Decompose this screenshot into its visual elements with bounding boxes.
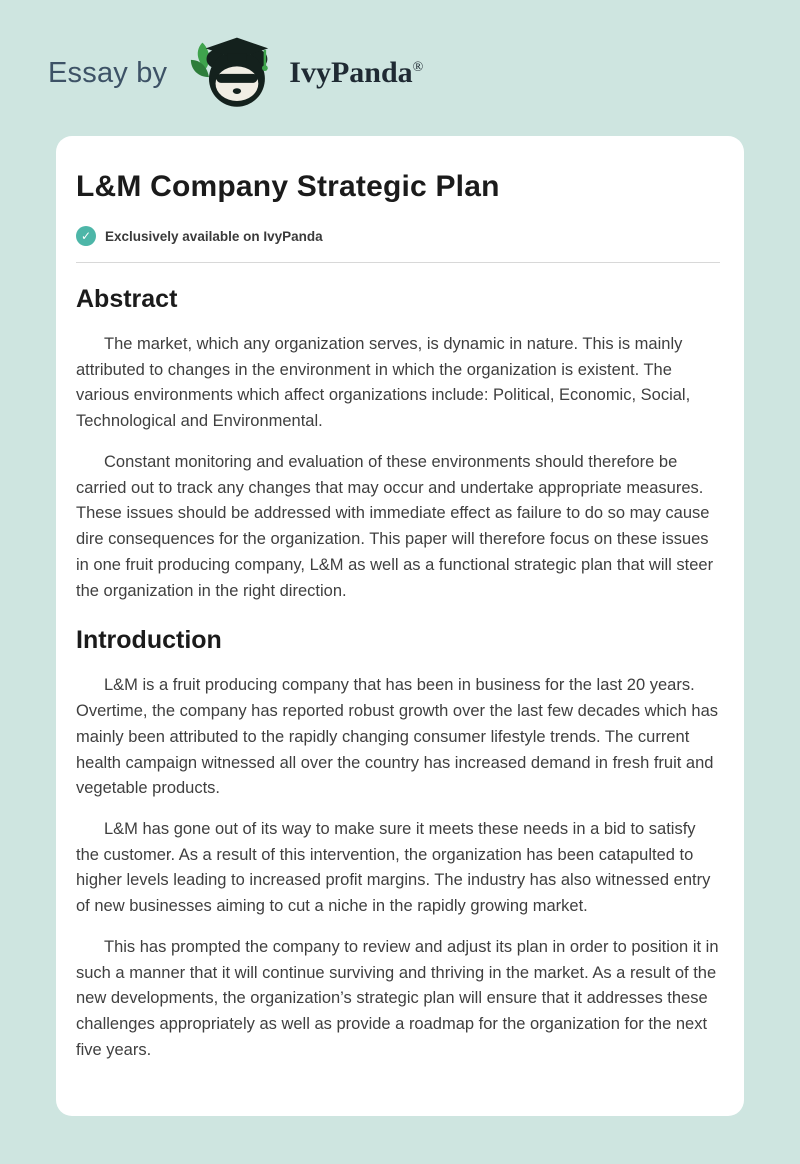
essay-by-label: Essay by bbox=[48, 56, 168, 89]
essay-card bbox=[56, 136, 744, 1116]
site-header bbox=[0, 36, 800, 110]
essay-title: L&M Company Strategic Plan bbox=[76, 170, 500, 203]
section-introduction bbox=[76, 626, 720, 1063]
brand-text: IvyPanda bbox=[289, 56, 413, 89]
paragraph: L&M has gone out of its way to make sure it meets these needs in a bid to satisfy the customer. As a result of this intervention, the organization has been catapulted to higher levels leading to increased profit margins. The industry has also witnessed entry of new businesses aiming to cut a niche in the rapidly growing market. bbox=[76, 820, 711, 916]
exclusive-badge-label: Exclusively available on IvyPanda bbox=[105, 228, 323, 244]
registered-mark: ® bbox=[412, 60, 424, 75]
paragraph: The market, which any organization serves, is dynamic in nature. This is mainly attributed to changes in the environment in which the organization is existent. The various environments which affect organizations include: Political, Economic, Social, Technological and Environmental. bbox=[76, 335, 691, 431]
exclusive-badge bbox=[76, 226, 720, 246]
section-heading-introduction: Introduction bbox=[76, 626, 222, 655]
paragraph: L&M is a fruit producing company that has been in business for the last 20 years. Overtime, the company has reported robust growth over the last few decades which has mainly been attributed to the rapidly changing consumer lifestyle trends. The current health campaign witnessed all over the country has increased demand in fresh fruit and vegetable products. bbox=[76, 676, 718, 798]
check-icon: ✓ bbox=[76, 226, 96, 246]
paragraph: This has prompted the company to review and adjust its plan in order to position it in such a manner that it will continue surviving and thriving in the market. As a result of the new developments, the organization’s strategic plan will ensure that it addresses these challenges appropriately as well as provide a roadmap for the organization for the next five years. bbox=[76, 937, 719, 1059]
paragraph: Constant monitoring and evaluation of these environments should therefore be carried out to track any changes that may occur and undertake appropriate measures. These issues should be addressed with immediate effect as failure to do so may cause dire consequences for the organization. This paper will therefore focus on these issues in one fruit producing company, L&M as well as a functional strategic plan that will steer the organization in the right direction. bbox=[76, 452, 714, 600]
section-abstract bbox=[76, 285, 720, 604]
divider bbox=[76, 262, 720, 263]
section-heading-abstract: Abstract bbox=[76, 285, 178, 313]
ivypanda-logo-icon bbox=[189, 36, 275, 110]
brand-name bbox=[289, 56, 423, 90]
